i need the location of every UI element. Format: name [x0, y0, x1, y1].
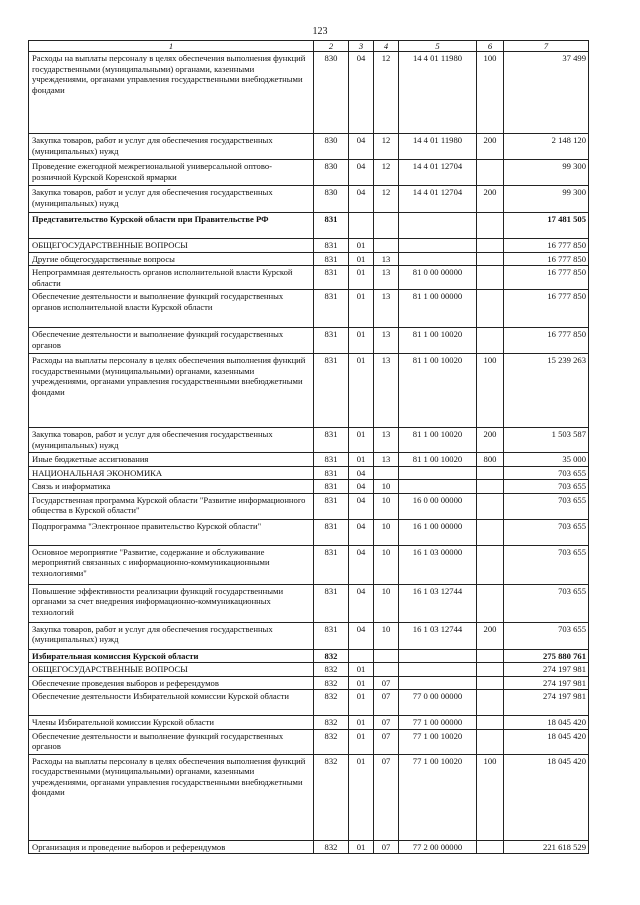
row-subsection-cell: 12: [374, 160, 399, 186]
row-ministry-code-cell: 831: [314, 466, 349, 479]
row-target-article-cell: [399, 663, 477, 676]
row-amount-cell: 35 000: [504, 453, 589, 466]
row-ministry-code-cell: 832: [314, 729, 349, 754]
row-section-cell: 01: [349, 328, 374, 354]
row-subsection-cell: 13: [374, 328, 399, 354]
row-name-cell: Расходы на выплаты персоналу в целях обеспечения выполнения функций государственными (муниципальными) органами, казенными учреждениями, органами управления государственными внебюджетными фондами: [29, 754, 314, 840]
row-expense-type-cell: 200: [477, 186, 504, 213]
row-expense-type-cell: [477, 676, 504, 689]
row-section-cell: 01: [349, 290, 374, 328]
table-row: [29, 622, 589, 649]
row-section-cell: 04: [349, 134, 374, 160]
row-name-cell: Иные бюджетные ассигнования: [29, 453, 314, 466]
row-expense-type-cell: [477, 290, 504, 328]
row-ministry-code-cell: 832: [314, 649, 349, 662]
row-subsection-cell: 07: [374, 754, 399, 840]
row-subsection-cell: 12: [374, 52, 399, 134]
row-name-cell: Расходы на выплаты персоналу в целях обеспечения выполнения функций государственными (муниципальными) органами, казенными учреждениями, органами управления государственными внебюджетными фондами: [29, 52, 314, 134]
row-amount-cell: 275 880 761: [504, 649, 589, 662]
row-name-cell: Обеспечение деятельности и выполнение функций государственных органов: [29, 328, 314, 354]
row-target-article-cell: 16 1 03 00000: [399, 545, 477, 584]
table-row: [29, 160, 589, 186]
row-ministry-code-cell: 831: [314, 545, 349, 584]
row-name-cell: Закупка товаров, работ и услуг для обеспечения государственных (муниципальных) нужд: [29, 186, 314, 213]
row-target-article-cell: [399, 252, 477, 265]
row-amount-cell: 703 655: [504, 584, 589, 622]
table-row: [29, 480, 589, 493]
row-ministry-code-cell: 832: [314, 663, 349, 676]
row-name-cell: Закупка товаров, работ и услуг для обеспечения государственных (муниципальных) нужд: [29, 134, 314, 160]
row-subsection-cell: [374, 466, 399, 479]
row-expense-type-cell: 100: [477, 354, 504, 428]
row-target-article-cell: 81 0 00 00000: [399, 266, 477, 290]
row-section-cell: 01: [349, 690, 374, 716]
table-row: [29, 545, 589, 584]
row-subsection-cell: [374, 213, 399, 239]
row-target-article-cell: 14 4 01 12704: [399, 186, 477, 213]
row-subsection-cell: 10: [374, 519, 399, 545]
table-row: [29, 266, 589, 290]
row-amount-cell: 16 777 850: [504, 328, 589, 354]
row-section-cell: 04: [349, 160, 374, 186]
row-amount-cell: 37 499: [504, 52, 589, 134]
row-ministry-code-cell: 832: [314, 754, 349, 840]
row-target-article-cell: 81 1 00 10020: [399, 354, 477, 428]
row-ministry-code-cell: 831: [314, 328, 349, 354]
row-expense-type-cell: 200: [477, 134, 504, 160]
table-row: [29, 290, 589, 328]
row-name-cell: Другие общегосударственные вопросы: [29, 252, 314, 265]
row-name-cell: Обеспечение проведения выборов и референдумов: [29, 676, 314, 689]
table-row: [29, 729, 589, 754]
row-subsection-cell: 10: [374, 622, 399, 649]
row-expense-type-cell: [477, 690, 504, 716]
row-ministry-code-cell: 831: [314, 239, 349, 252]
row-ministry-code-cell: 831: [314, 480, 349, 493]
row-target-article-cell: [399, 676, 477, 689]
row-name-cell: Члены Избирательной комиссии Курской области: [29, 716, 314, 729]
row-subsection-cell: 10: [374, 493, 399, 519]
row-section-cell: [349, 213, 374, 239]
row-amount-cell: 16 777 850: [504, 239, 589, 252]
row-subsection-cell: 12: [374, 134, 399, 160]
row-amount-cell: 703 655: [504, 545, 589, 584]
table-row: [29, 213, 589, 239]
table-row: [29, 493, 589, 519]
row-name-cell: НАЦИОНАЛЬНАЯ ЭКОНОМИКА: [29, 466, 314, 479]
table-row: [29, 676, 589, 689]
row-section-cell: 01: [349, 428, 374, 453]
row-expense-type-cell: 200: [477, 428, 504, 453]
table-row: [29, 716, 589, 729]
row-expense-type-cell: [477, 493, 504, 519]
row-subsection-cell: [374, 649, 399, 662]
row-target-article-cell: 14 4 01 11980: [399, 134, 477, 160]
row-target-article-cell: 77 1 00 10020: [399, 729, 477, 754]
row-amount-cell: 18 045 420: [504, 729, 589, 754]
row-name-cell: ОБЩЕГОСУДАРСТВЕННЫЕ ВОПРОСЫ: [29, 239, 314, 252]
row-name-cell: Связь и информатика: [29, 480, 314, 493]
row-expense-type-cell: [477, 160, 504, 186]
row-expense-type-cell: [477, 545, 504, 584]
row-subsection-cell: 10: [374, 545, 399, 584]
row-section-cell: 04: [349, 519, 374, 545]
header-col-2: 2: [314, 41, 349, 52]
row-target-article-cell: [399, 649, 477, 662]
row-subsection-cell: 13: [374, 266, 399, 290]
budget-table: [28, 40, 589, 854]
row-name-cell: Организация и проведение выборов и референдумов: [29, 840, 314, 853]
row-ministry-code-cell: 831: [314, 213, 349, 239]
header-col-1: 1: [29, 41, 314, 52]
row-ministry-code-cell: 831: [314, 266, 349, 290]
row-ministry-code-cell: 830: [314, 186, 349, 213]
row-name-cell: Избирательная комиссия Курской области: [29, 649, 314, 662]
row-ministry-code-cell: 831: [314, 252, 349, 265]
row-expense-type-cell: [477, 729, 504, 754]
table-row: [29, 186, 589, 213]
table-row: [29, 663, 589, 676]
row-target-article-cell: 77 1 00 00000: [399, 716, 477, 729]
row-ministry-code-cell: 831: [314, 519, 349, 545]
table-row: [29, 453, 589, 466]
row-amount-cell: 703 655: [504, 493, 589, 519]
row-amount-cell: 16 777 850: [504, 290, 589, 328]
row-amount-cell: 99 300: [504, 160, 589, 186]
table-row: [29, 519, 589, 545]
row-amount-cell: 703 655: [504, 466, 589, 479]
row-section-cell: 04: [349, 480, 374, 493]
row-name-cell: Закупка товаров, работ и услуг для обеспечения государственных (муниципальных) нужд: [29, 428, 314, 453]
row-expense-type-cell: [477, 466, 504, 479]
row-subsection-cell: 07: [374, 690, 399, 716]
row-name-cell: Повышение эффективности реализации функций государственными органами за счет внедрения информационно-коммуникационных технологий: [29, 584, 314, 622]
table-row: [29, 239, 589, 252]
row-subsection-cell: 07: [374, 729, 399, 754]
row-amount-cell: 703 655: [504, 519, 589, 545]
row-target-article-cell: [399, 213, 477, 239]
table-row: [29, 584, 589, 622]
row-ministry-code-cell: 830: [314, 52, 349, 134]
header-col-4: 4: [374, 41, 399, 52]
row-subsection-cell: 10: [374, 584, 399, 622]
row-name-cell: Закупка товаров, работ и услуг для обеспечения государственных (муниципальных) нужд: [29, 622, 314, 649]
row-section-cell: 04: [349, 584, 374, 622]
row-subsection-cell: 13: [374, 354, 399, 428]
row-expense-type-cell: 200: [477, 622, 504, 649]
table-row: [29, 328, 589, 354]
header-col-6: 6: [477, 41, 504, 52]
row-amount-cell: 274 197 981: [504, 690, 589, 716]
row-target-article-cell: 16 1 00 00000: [399, 519, 477, 545]
row-subsection-cell: [374, 239, 399, 252]
row-expense-type-cell: [477, 266, 504, 290]
row-subsection-cell: [374, 663, 399, 676]
row-amount-cell: 703 655: [504, 622, 589, 649]
row-target-article-cell: 81 1 00 10020: [399, 453, 477, 466]
row-ministry-code-cell: 832: [314, 840, 349, 853]
row-section-cell: 04: [349, 622, 374, 649]
row-section-cell: 01: [349, 354, 374, 428]
row-target-article-cell: 81 1 00 00000: [399, 290, 477, 328]
row-name-cell: Обеспечение деятельности и выполнение функций государственных органов: [29, 729, 314, 754]
table-row: [29, 134, 589, 160]
row-ministry-code-cell: 831: [314, 290, 349, 328]
row-target-article-cell: 16 1 03 12744: [399, 584, 477, 622]
row-expense-type-cell: [477, 328, 504, 354]
header-col-5: 5: [399, 41, 477, 52]
row-amount-cell: 16 777 850: [504, 266, 589, 290]
page-number: 123: [312, 26, 328, 37]
row-amount-cell: 18 045 420: [504, 754, 589, 840]
table-row: [29, 466, 589, 479]
row-ministry-code-cell: 832: [314, 690, 349, 716]
row-expense-type-cell: 100: [477, 52, 504, 134]
row-section-cell: 04: [349, 186, 374, 213]
row-name-cell: Представительство Курской области при Правительстве РФ: [29, 213, 314, 239]
table-row: [29, 649, 589, 662]
row-ministry-code-cell: 830: [314, 160, 349, 186]
row-target-article-cell: 14 4 01 11980: [399, 52, 477, 134]
table-body: [29, 52, 589, 854]
row-name-cell: Расходы на выплаты персоналу в целях обеспечения выполнения функций государственными (муниципальными) органами, казенными учреждениями, органами управления государственными внебюджетными фондами: [29, 354, 314, 428]
row-section-cell: 01: [349, 840, 374, 853]
row-ministry-code-cell: 831: [314, 493, 349, 519]
header-col-3: 3: [349, 41, 374, 52]
row-section-cell: 01: [349, 754, 374, 840]
row-amount-cell: 15 239 263: [504, 354, 589, 428]
row-section-cell: 01: [349, 676, 374, 689]
row-expense-type-cell: [477, 213, 504, 239]
row-ministry-code-cell: 831: [314, 622, 349, 649]
row-target-article-cell: 81 1 00 10020: [399, 428, 477, 453]
row-ministry-code-cell: 831: [314, 428, 349, 453]
row-expense-type-cell: [477, 519, 504, 545]
row-amount-cell: 18 045 420: [504, 716, 589, 729]
row-expense-type-cell: [477, 716, 504, 729]
row-ministry-code-cell: 831: [314, 453, 349, 466]
row-expense-type-cell: [477, 252, 504, 265]
row-expense-type-cell: [477, 840, 504, 853]
row-subsection-cell: 07: [374, 716, 399, 729]
row-ministry-code-cell: 832: [314, 676, 349, 689]
row-target-article-cell: 14 4 01 12704: [399, 160, 477, 186]
row-name-cell: Государственная программа Курской области "Развитие информационного общества в Курской области": [29, 493, 314, 519]
row-amount-cell: 1 503 587: [504, 428, 589, 453]
row-target-article-cell: 81 1 00 10020: [399, 328, 477, 354]
table-row: [29, 754, 589, 840]
row-section-cell: 01: [349, 729, 374, 754]
row-ministry-code-cell: 830: [314, 134, 349, 160]
header-col-7: 7: [504, 41, 589, 52]
row-amount-cell: 2 148 120: [504, 134, 589, 160]
row-section-cell: 04: [349, 466, 374, 479]
row-name-cell: Подпрограмма "Электронное правительство Курской области": [29, 519, 314, 545]
row-target-article-cell: 16 1 03 12744: [399, 622, 477, 649]
row-target-article-cell: 77 1 00 10020: [399, 754, 477, 840]
row-section-cell: 04: [349, 493, 374, 519]
row-target-article-cell: [399, 480, 477, 493]
row-subsection-cell: 10: [374, 480, 399, 493]
row-section-cell: 01: [349, 252, 374, 265]
row-name-cell: ОБЩЕГОСУДАРСТВЕННЫЕ ВОПРОСЫ: [29, 663, 314, 676]
row-target-article-cell: [399, 466, 477, 479]
row-name-cell: Основное мероприятие "Развитие, содержание и обслуживание мероприятий связанных с информационно-коммуникационными технологиями": [29, 545, 314, 584]
row-amount-cell: 703 655: [504, 480, 589, 493]
row-section-cell: 01: [349, 663, 374, 676]
row-amount-cell: 17 481 505: [504, 213, 589, 239]
row-amount-cell: 221 618 529: [504, 840, 589, 853]
row-subsection-cell: 07: [374, 840, 399, 853]
row-expense-type-cell: [477, 239, 504, 252]
row-target-article-cell: 77 2 00 00000: [399, 840, 477, 853]
header-row: [29, 41, 589, 52]
row-section-cell: 01: [349, 716, 374, 729]
row-section-cell: 01: [349, 453, 374, 466]
row-section-cell: 04: [349, 545, 374, 584]
row-name-cell: Непрограммная деятельность органов исполнительной власти Курской области: [29, 266, 314, 290]
row-amount-cell: 16 777 850: [504, 252, 589, 265]
row-expense-type-cell: 100: [477, 754, 504, 840]
table-row: [29, 690, 589, 716]
row-subsection-cell: 13: [374, 290, 399, 328]
row-section-cell: 04: [349, 52, 374, 134]
row-expense-type-cell: [477, 663, 504, 676]
row-expense-type-cell: [477, 649, 504, 662]
row-ministry-code-cell: 832: [314, 716, 349, 729]
table-row: [29, 252, 589, 265]
row-target-article-cell: 16 0 00 00000: [399, 493, 477, 519]
row-section-cell: 01: [349, 239, 374, 252]
row-target-article-cell: [399, 239, 477, 252]
row-ministry-code-cell: 831: [314, 354, 349, 428]
table-row: [29, 52, 589, 134]
row-expense-type-cell: [477, 480, 504, 493]
table-row: [29, 428, 589, 453]
row-expense-type-cell: [477, 584, 504, 622]
row-subsection-cell: 13: [374, 453, 399, 466]
row-name-cell: Проведение ежегодной межрегиональной универсальной оптово-розничной Курской Коренской ярмарки: [29, 160, 314, 186]
row-subsection-cell: 13: [374, 428, 399, 453]
table-row: [29, 840, 589, 853]
row-target-article-cell: 77 0 00 00000: [399, 690, 477, 716]
row-name-cell: Обеспечение деятельности и выполнение функций государственных органов исполнительной власти Курской области: [29, 290, 314, 328]
row-expense-type-cell: 800: [477, 453, 504, 466]
row-section-cell: [349, 649, 374, 662]
row-amount-cell: 274 197 981: [504, 663, 589, 676]
table-row: [29, 354, 589, 428]
row-amount-cell: 99 300: [504, 186, 589, 213]
row-ministry-code-cell: 831: [314, 584, 349, 622]
row-amount-cell: 274 197 981: [504, 676, 589, 689]
row-subsection-cell: 07: [374, 676, 399, 689]
row-subsection-cell: 12: [374, 186, 399, 213]
row-section-cell: 01: [349, 266, 374, 290]
row-subsection-cell: 13: [374, 252, 399, 265]
row-name-cell: Обеспечение деятельности Избирательной комиссии Курской области: [29, 690, 314, 716]
